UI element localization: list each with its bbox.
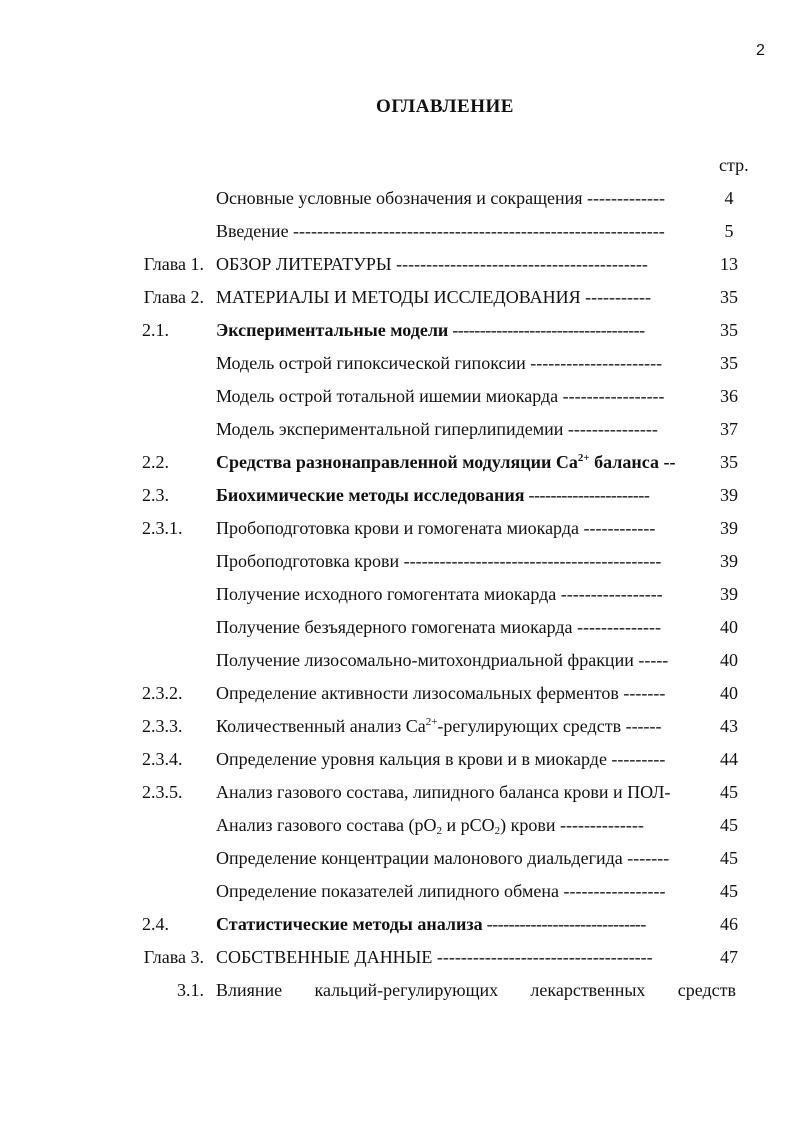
toc-entry-page: 47 <box>720 947 738 967</box>
toc-entry-title-wrap <box>216 479 706 512</box>
toc-entry-number: Глава 1. <box>143 254 204 274</box>
toc-entry-page: 35 <box>720 287 738 307</box>
subscript: 2 <box>436 825 442 837</box>
toc-entry <box>0 512 793 545</box>
toc-entry-title: Основные условные обозначения и сокращения ------------- <box>216 188 665 208</box>
toc-entry-page: 39 <box>720 584 738 604</box>
toc-entry-title-wrap <box>216 710 706 743</box>
toc-entry-title: Анализ газового состава (pO <box>216 815 437 835</box>
toc-entry-title: Анализ газового состава, липидного баланса крови и ПОЛ- <box>216 782 671 802</box>
toc-entry <box>0 182 793 215</box>
toc-entry <box>0 611 793 644</box>
toc-entry-page: 4 <box>724 188 734 208</box>
toc-entry-number: 2.3. <box>142 485 169 505</box>
toc-entry <box>0 677 793 710</box>
toc-entry-title: Пробоподготовка крови и гомогената миокарда ------------ <box>216 518 656 538</box>
toc-entry-title-rest: -регулирующих средств ------ <box>437 716 662 736</box>
subscript: 2 <box>494 825 501 837</box>
toc-word: кальций-регулирующих <box>314 980 499 1000</box>
toc-word: средств <box>677 980 736 1000</box>
toc-entry-title: Биохимические методы исследования <box>216 485 525 505</box>
toc-entry-page: 39 <box>720 518 738 538</box>
toc-entry-page: 40 <box>720 683 738 703</box>
page-number: 2 <box>756 42 765 59</box>
toc-entry-title-wrap <box>216 314 706 347</box>
toc-entry-title-wrap <box>216 908 706 941</box>
toc-entry-title: ОБЗОР ЛИТЕРАТУРЫ ------------------------------------------ <box>216 254 648 274</box>
toc-entry-number: 2.3.2. <box>142 683 183 703</box>
toc-entry-title: Модель экспериментальной гиперлипидемии --------------- <box>216 419 658 439</box>
toc-entry <box>0 314 793 347</box>
toc-entry-number: 2.2. <box>142 452 169 472</box>
toc-entry-title-wrap <box>216 446 706 479</box>
toc-entry-title: Модель острой гипоксической гипоксии ---------------------- <box>216 353 663 373</box>
toc-entry-title-wrap <box>216 809 706 842</box>
toc-entry <box>0 875 793 908</box>
toc-entry-leader: ----------------------------- <box>482 914 646 934</box>
toc-entry-page: 43 <box>720 716 738 736</box>
toc-entry-number: Глава 2. <box>143 287 204 307</box>
toc-entry-page: 35 <box>720 320 738 340</box>
toc-entry-number: 2.1. <box>142 320 169 340</box>
toc-entry-page: 13 <box>720 254 738 274</box>
toc-entry-page: 36 <box>720 386 738 406</box>
toc-entry <box>0 644 793 677</box>
toc-entry <box>0 413 793 446</box>
toc-entry <box>0 710 793 743</box>
toc-entry-leader: ---------------------- <box>524 485 650 505</box>
toc-entry-page: 45 <box>720 881 738 901</box>
toc-entry-title: Получение безъядерного гомогената миокарда -------------- <box>216 617 661 637</box>
toc-entry-page: 45 <box>720 815 738 835</box>
toc-entry-page: 46 <box>720 914 738 934</box>
toc-entry-title <box>216 974 736 1007</box>
toc-entry <box>0 743 793 776</box>
toc-entry <box>0 545 793 578</box>
toc-entry <box>0 446 793 479</box>
page-column-label: стр. <box>719 155 749 175</box>
toc-entry <box>0 842 793 875</box>
toc-entry-number: 2.3.5. <box>142 782 183 802</box>
toc-entry <box>0 809 793 842</box>
toc-entry-title: Модель острой тотальной ишемии миокарда ----------------- <box>216 386 665 406</box>
toc-entry-page: 35 <box>720 452 738 472</box>
toc-entry-number: 2.3.3. <box>142 716 183 736</box>
toc-entry-leader: ----------------------------------- <box>448 320 645 340</box>
toc-entry <box>0 578 793 611</box>
toc-entry-title: Определение показателей липидного обмена ----------------- <box>216 881 666 901</box>
toc-entry-title-rest: баланса -- <box>589 452 676 472</box>
toc-entry-title: Количественный анализ Ca <box>216 716 426 736</box>
toc-entry-number: 2.3.1. <box>142 518 183 538</box>
toc-entry-title: Статистические методы анализа <box>216 914 483 934</box>
toc-entry-title: Средства разнонаправленной модуляции Ca <box>216 452 578 472</box>
toc-entry-continued <box>0 974 793 1007</box>
toc-entry-number: Глава 3. <box>143 947 204 967</box>
toc-entry-number: 2.3.4. <box>142 749 183 769</box>
toc-entry-title-rest: ) крови -------------- <box>500 815 644 835</box>
toc-entry-page: 45 <box>720 782 738 802</box>
toc-entry-title: Определение концентрации малонового диальдегида ------- <box>216 848 670 868</box>
toc-entry-page: 39 <box>720 551 738 571</box>
toc-entry-page: 35 <box>720 353 738 373</box>
toc-entry <box>0 908 793 941</box>
toc-entry-title: СОБСТВЕННЫЕ ДАННЫЕ ------------------------------------ <box>216 947 653 967</box>
toc-entry-title-mid: и pCO <box>441 815 495 835</box>
toc-entry-page: 45 <box>720 848 738 868</box>
toc-word: Влияние <box>216 980 283 1000</box>
toc-entry <box>0 215 793 248</box>
toc-entry-title: Экспериментальные модели <box>216 320 449 340</box>
toc-entry-page: 37 <box>720 419 738 439</box>
toc-entry-page: 39 <box>720 485 738 505</box>
toc-entry-title: МАТЕРИАЛЫ И МЕТОДЫ ИССЛЕДОВАНИЯ ----------- <box>216 287 652 307</box>
toc-entry <box>0 479 793 512</box>
toc-entry <box>0 776 793 809</box>
toc-entry-page: 44 <box>720 749 738 769</box>
superscript: 2+ <box>577 452 590 464</box>
toc-word: лекарственных <box>530 980 646 1000</box>
toc-entry <box>0 281 793 314</box>
toc-entry <box>0 941 793 974</box>
toc-entry-title: Определение активности лизосомальных ферментов ------- <box>216 683 666 703</box>
toc-entry-number: 3.1. <box>177 980 204 1000</box>
table-of-contents <box>0 182 793 1007</box>
page-title: ОГЛАВЛЕНИЕ <box>376 96 514 117</box>
toc-entry <box>0 248 793 281</box>
toc-entry-number: 2.4. <box>142 914 169 934</box>
toc-entry-page: 40 <box>720 650 738 670</box>
toc-entry-page: 40 <box>720 617 738 637</box>
toc-entry-title: Получение исходного гомогентата миокарда ----------------- <box>216 584 663 604</box>
toc-entry-title: Получение лизосомально-митохондриальной фракции ----- <box>216 650 669 670</box>
toc-entry-title: Введение -------------------------------------------------------------- <box>216 221 665 241</box>
toc-entry-title: Определение уровня кальция в крови и в миокарде --------- <box>216 749 666 769</box>
toc-entry-page: 5 <box>724 221 734 241</box>
toc-entry-title: Пробоподготовка крови ------------------------------------------- <box>216 551 662 571</box>
toc-entry <box>0 347 793 380</box>
toc-entry <box>0 380 793 413</box>
superscript: 2+ <box>425 716 438 728</box>
